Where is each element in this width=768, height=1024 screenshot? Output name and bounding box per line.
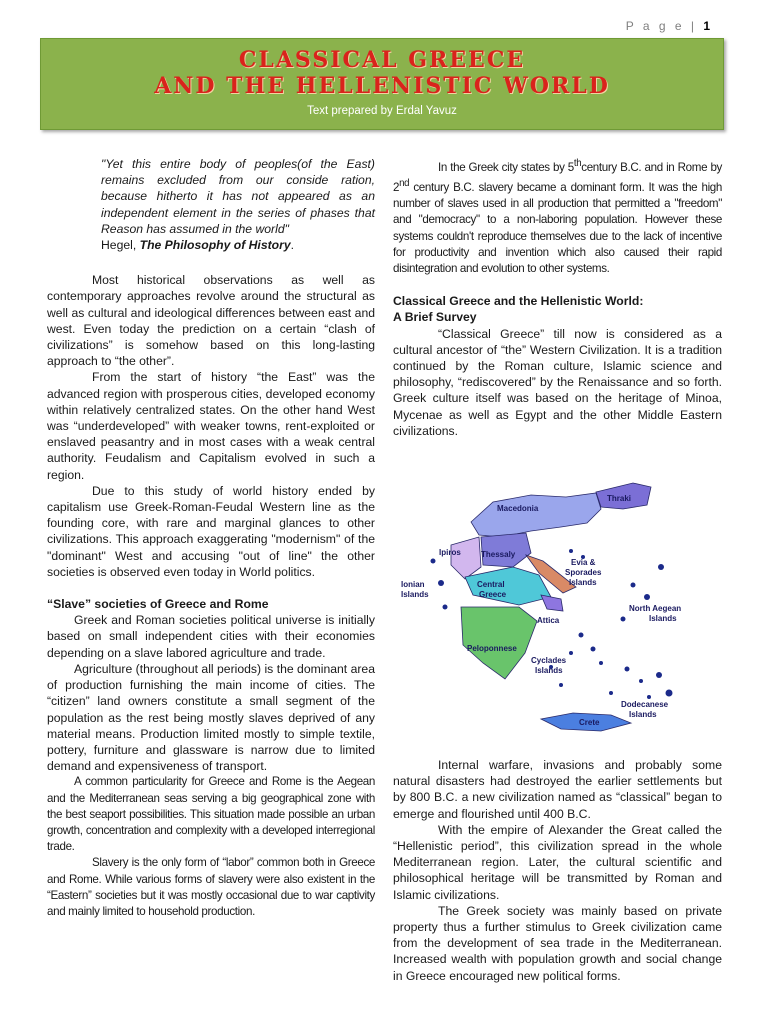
- paragraph: From the start of history “the East” was the advanced region with prosperous cities, developed economy within relatively centralized states. On the other hand West was “underdeveloped” with weaker towns, rent-exploited or enslaved peasantry and in most cases with a weak central authority. Feudalism and Capitalism evolved in such a region.: [47, 370, 375, 482]
- author-subtitle: Text prepared by Erdal Yavuz: [307, 105, 457, 117]
- map-label-evia: Evia &: [571, 557, 596, 567]
- page-number-value: 1: [703, 19, 710, 33]
- map-label-cyclades: Cyclades: [531, 655, 567, 665]
- greece-regions-map: [401, 457, 701, 757]
- map-region-attica: [541, 595, 563, 611]
- svg-text:Islands: Islands: [401, 589, 429, 599]
- title-line-1: CLASSICAL GREECE: [238, 47, 526, 73]
- title-banner: [40, 38, 724, 130]
- map-label-central-greece: Central: [477, 579, 505, 589]
- paragraph: Agriculture (throughout all periods) is the dominant area of production furnishing the main income of cities. The “citizen” land owners constitute a small segment of the population as the rest being mostly slaves deprived of any material means. Production limited mostly to simple textile, pottery, furniture and glassware is narrow due to limited demand and expensiveness of transport.: [47, 661, 375, 774]
- svg-text:Islands: Islands: [535, 665, 563, 675]
- paragraph: Greek and Roman societies political universe is initially based on small independent cities with their economies depending on a slave labored agriculture and trade.: [47, 613, 375, 660]
- page-label: P a g e: [625, 19, 685, 33]
- map-label-attica: Attica: [537, 615, 560, 625]
- map-label-dodecanese: Dodecanese: [621, 699, 669, 709]
- right-column: [393, 156, 722, 984]
- paragraph: In the Greek city states by 5thcentury B.C. and in Rome by 2nd century B.C. slavery became a dominant form. It was the high number of slaves used in all production that permitted a "freedom" and "democracy" to a non-laboring population. However these systems couldn't reproduce themselves due to the lack of incentive for productivity and invention which also caused their rapid disintegration and evolution to other systems.: [393, 158, 722, 275]
- section-heading: “Slave” societies of Greece and Rome: [47, 597, 269, 612]
- map-label-thessaly: Thessaly: [481, 549, 516, 559]
- paragraph: With the empire of Alexander the Great called the “Hellenistic period”, this civilization spread in the whole Mediterranean region. Later, the cultural scientific and philosophical heritage will be transmitted by Roman and Islamic civilizations.: [393, 822, 722, 902]
- map-label-north-aegean: North Aegean: [629, 603, 682, 613]
- svg-text:Sporades: Sporades: [565, 567, 602, 577]
- paragraph: “Classical Greece” till now is considered as a cultural ancestor of “the” Western Civilization. It is a tradition continued by the Roman culture, Islamic science and philosophy, “rediscovered” by the Renaissance and so forth. Greek culture itself was based on the heritage of Minoa, Mycenae as well as Egypt and the other Middle Eastern civilizations.: [393, 326, 722, 438]
- title-line-2: AND THE HELLENISTIC WORLD: [154, 73, 610, 99]
- map-region-ipiros: [451, 537, 481, 579]
- map-label-crete: Crete: [579, 717, 600, 727]
- quote-source: Hegel, The Philosophy of History.: [101, 238, 295, 253]
- map-label-peloponnese: Peloponnese: [467, 643, 517, 653]
- map-region-macedonia: [471, 493, 601, 537]
- section-subheading: A Brief Survey: [393, 310, 477, 325]
- svg-text:Greece: Greece: [479, 589, 507, 599]
- left-column: [47, 156, 375, 920]
- map-label-macedonia: Macedonia: [497, 503, 539, 513]
- svg-text:Islands: Islands: [629, 709, 657, 719]
- map-label-thraki: Thraki: [607, 493, 632, 503]
- map-label-ionian: Ionian: [401, 579, 425, 589]
- page-number: P a g e | 1: [625, 19, 710, 33]
- paragraph: Slavery is the only form of “labor” common both in Greece and Rome. While various forms of slavery were also existent in the “Eastern” societies but it was mostly occasional due to war captivity and mainly limited to household production.: [47, 856, 375, 918]
- paragraph: The Greek society was mainly based on private property thus a further stimulus to Greek civilization came from the development of sea trade in the Mediterranean. Increased wealth with population growth and social change in Greece encouraged new political forms.: [393, 903, 722, 983]
- map-region-peloponnese: [461, 607, 537, 679]
- paragraph: Internal warfare, invasions and probably some natural disasters had destroyed the earlier settlements but by 800 B.C. a new civilization named as “classical” began to emerge and flourished until 400 B.C.: [393, 757, 722, 821]
- paragraph: A common particularity for Greece and Rome is the Aegean and the Mediterranean seas serving a big geographical zone with the best seaport possibilities. This situation made possible an urban growth, concentration and complexity with a developed interregional trade.: [47, 775, 375, 854]
- paragraph: Due to this study of world history ended by capitalism use Greek-Roman-Feudal Western line as the founding core, with rare and marginal glances to other civilizations. This approach exaggerating "modernism" of the "dominant" West and accusing "out of line" the other societies is observed even today in World politics.: [47, 483, 375, 579]
- paragraph: Most historical observations as well as contemporary approaches revolve around the structural as well as cultural and ideological differences between east and west. Even today the prediction on a certain “clash of civilizations” is somehow based on this long-lasting approach to “the other”.: [47, 273, 375, 369]
- hegel-quote: "Yet this entire body of peoples(of the East) remains excluded from our conside ration, because hitherto it has not appeared as an independent element in the series of phases that Reason has assumed in the world": [101, 157, 375, 236]
- map-label-ipiros: Ipiros: [439, 547, 461, 557]
- quote-work-title: The Philosophy of History: [139, 238, 291, 253]
- svg-text:Islands: Islands: [569, 577, 597, 587]
- section-heading: Classical Greece and the Hellenistic World:: [393, 294, 644, 309]
- svg-text:Islands: Islands: [649, 613, 677, 623]
